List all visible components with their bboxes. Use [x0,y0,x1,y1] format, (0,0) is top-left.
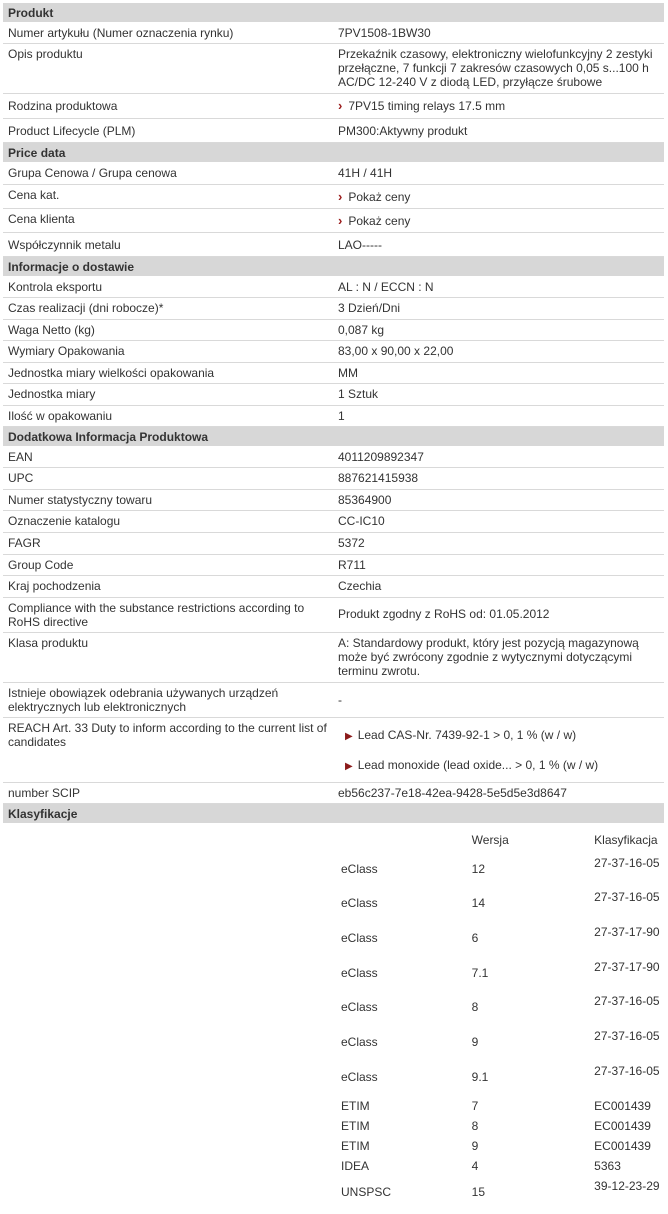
classification-version: 7.1 [471,966,489,980]
classification-row [336,1117,664,1137]
row-value: 85364900 [338,493,392,507]
row-reach [3,718,664,783]
classification-version: 12 [471,862,486,876]
row-czas-realizacji [3,298,664,320]
row-value: A: Standardowy produkt, który jest pozycją magazynową może być zwrócony zgodnie z wytycznymi dotyczącymi terminu zwrotu. [338,636,639,678]
row-rodzina-produktowa [3,94,664,119]
row-number-scip [3,783,664,804]
row-label: Numer statystyczny towaru [8,493,153,507]
row-numer-artykulu [3,23,664,44]
row-label: Cena kat. [8,188,60,202]
row-value [333,209,664,232]
row-value: MM [338,366,358,380]
section-header-klasyfikacje: Klasyfikacje [3,804,664,824]
row-value: 3 Dzień/Dni [338,301,401,315]
row-cena-kat [3,185,664,209]
classification-system: UNSPSC [341,1185,392,1199]
row-value: LAO----- [338,238,382,252]
row-plm [3,119,664,143]
row-ilosc-w-opakowaniu [3,406,664,427]
section-header-dodatkowa: Dodatkowa Informacja Produktowa [3,427,664,447]
chevron-right-icon: › [338,189,343,204]
row-label: number SCIP [8,786,81,800]
reach-item[interactable]: ▶ Lead CAS-Nr. 7439-92-1 > 0, 1 % (w / w) [345,728,577,742]
classification-version: 8 [471,1119,479,1133]
classification-code: EC001439 [594,1099,651,1113]
row-value: CC-IC10 [338,514,385,528]
chevron-right-icon: › [338,213,343,228]
classification-system: IDEA [341,1159,370,1173]
row-kraj-pochodzenia [3,576,664,598]
row-value [333,185,664,208]
row-value [333,94,664,118]
row-label: Wymiary Opakowania [8,344,125,358]
classification-version: 9 [471,1139,479,1153]
row-cena-klienta [3,209,664,233]
row-label: Kontrola eksportu [8,280,103,294]
classification-row [336,958,664,992]
row-label: Ilość w opakowaniu [8,409,113,423]
classification-row [336,992,664,1027]
row-weee [3,683,664,718]
row-label: Jednostka miary wielkości opakowania [8,366,215,380]
classification-system: eClass [341,862,378,876]
column-header-wersja: Wersja [471,833,509,847]
row-value: R711 [338,558,366,572]
row-jednostka-miary [3,384,664,406]
row-wymiary-opakowania [3,341,664,363]
classification-row [336,1137,664,1157]
row-label: Waga Netto (kg) [8,323,95,337]
classification-code: EC001439 [594,1119,651,1133]
classification-system: eClass [341,931,378,945]
triangle-right-icon: ▶ [345,761,353,772]
row-value: 5372 [338,536,365,550]
row-label: Grupa Cenowa / Grupa cenowa [8,166,177,180]
classification-code: EC001439 [594,1139,651,1153]
row-value: 887621415938 [338,471,419,485]
product-family-link[interactable]: 7PV15 timing relays 17.5 mm [348,99,506,113]
row-label: Compliance with the substance restrictions according to RoHS directive [8,601,305,629]
classification-code: 27-37-16-05 [594,1064,660,1078]
classification-row [336,1097,664,1117]
row-ean [3,447,664,468]
classification-row [336,1027,664,1062]
row-kontrola-eksportu [3,277,664,298]
row-label: EAN [8,450,33,464]
row-value: 41H / 41H [338,166,393,180]
classification-version: 7 [471,1099,479,1113]
reach-item[interactable]: ▶ Lead monoxide (lead oxide... > 0, 1 % (w / w) [345,758,599,772]
row-label: Product Lifecycle (PLM) [8,124,136,138]
section-header-price: Price data [3,143,664,163]
row-label: Numer artykułu (Numer oznaczenia rynku) [8,26,234,40]
row-value: Czechia [338,579,382,593]
row-grupa-cenowa [3,163,664,185]
section-header-produkt: Produkt [3,3,664,23]
row-upc [3,468,664,490]
row-label: Współczynnik metalu [8,238,121,252]
row-wspolczynnik-metalu [3,233,664,257]
section-header-dostawa: Informacje o dostawie [3,257,664,277]
row-value: 7PV1508-1BW30 [338,26,431,40]
classification-table [3,824,664,1207]
classification-code: 27-37-16-05 [594,1029,660,1043]
classification-code: 27-37-16-05 [594,856,660,870]
classification-version: 6 [471,931,479,945]
triangle-right-icon: ▶ [345,731,353,742]
classification-system: eClass [341,1000,378,1014]
row-value: AL : N / ECCN : N [338,280,434,294]
row-jednostka-opakowania [3,363,664,384]
classification-system: eClass [341,966,378,980]
classification-version: 4 [471,1159,479,1173]
row-value: 1 [338,409,345,423]
classification-system: eClass [341,896,378,910]
classification-row [336,854,664,888]
classification-row [336,923,664,958]
row-label: Czas realizacji (dni robocze)* [8,301,164,315]
product-data-page [3,3,664,1207]
row-value: 1 Sztuk [338,387,379,401]
row-opis-produktu [3,44,664,94]
classification-system: eClass [341,1070,378,1084]
classification-row [336,888,664,923]
classification-system: ETIM [341,1119,370,1133]
row-label: Jednostka miary [8,387,96,401]
classification-code: 27-37-17-90 [594,960,660,974]
row-label: Klasa produktu [8,636,89,650]
classification-code: 27-37-16-05 [594,994,660,1008]
show-catalog-price-link[interactable]: Pokaż ceny [348,190,411,204]
row-value [333,718,664,782]
show-customer-price-link[interactable]: Pokaż ceny [348,214,411,228]
classification-header-row [336,824,664,854]
row-label: Kraj pochodzenia [8,579,101,593]
row-value: eb56c237-7e18-42ea-9428-5e5d5e3d8647 [338,786,567,800]
classification-version: 9 [471,1035,479,1049]
row-value: PM300:Aktywny produkt [338,124,468,138]
row-value: 4011209892347 [338,450,424,464]
row-value: 0,087 kg [338,323,385,337]
row-waga-netto [3,320,664,341]
row-value: - [338,693,342,707]
classification-row [336,1062,664,1097]
row-label: Group Code [8,558,74,572]
row-group-code [3,555,664,576]
classification-code: 39-12-23-29 [594,1179,660,1193]
row-label: REACH Art. 33 Duty to inform according to the current list of candidates [8,721,327,749]
row-label: Rodzina produktowa [8,99,118,113]
row-value: Produkt zgodny z RoHS od: 01.05.2012 [338,607,550,621]
classification-system: ETIM [341,1139,370,1153]
row-label: Opis produktu [8,47,83,61]
classification-row [336,1177,664,1207]
classification-system: ETIM [341,1099,370,1113]
row-fagr [3,533,664,555]
row-label: FAGR [8,536,41,550]
classification-code: 27-37-16-05 [594,890,660,904]
row-rohs [3,598,664,633]
classification-version: 8 [471,1000,479,1014]
classification-code: 27-37-17-90 [594,925,660,939]
row-label: UPC [8,471,34,485]
row-numer-statystyczny [3,490,664,511]
classification-code: 5363 [594,1159,621,1173]
classification-system: eClass [341,1035,378,1049]
row-label: Cena klienta [8,212,75,226]
classification-version: 15 [471,1185,486,1199]
column-header-klasyfikacja: Klasyfikacja [594,833,658,847]
classification-version: 14 [471,896,486,910]
chevron-right-icon: › [338,98,343,113]
row-value: Przekaźnik czasowy, elektroniczny wielofunkcyjny 2 zestyki przełączne, 7 funkcji 7 zakresów czasowych 0,05 s...100 h AC/DC 12-240 V z diodą LED, przyłącze śrubowe [338,47,653,89]
row-label: Istnieje obowiązek odebrania używanych urządzeń elektrycznych lub elektronicznych [8,686,279,714]
row-label: Oznaczenie katalogu [8,514,121,528]
row-value: 83,00 x 90,00 x 22,00 [338,344,454,358]
classification-version: 9.1 [471,1070,489,1084]
classification-row [336,1157,664,1177]
row-oznaczenie-katalogu [3,511,664,533]
row-klasa-produktu [3,633,664,683]
